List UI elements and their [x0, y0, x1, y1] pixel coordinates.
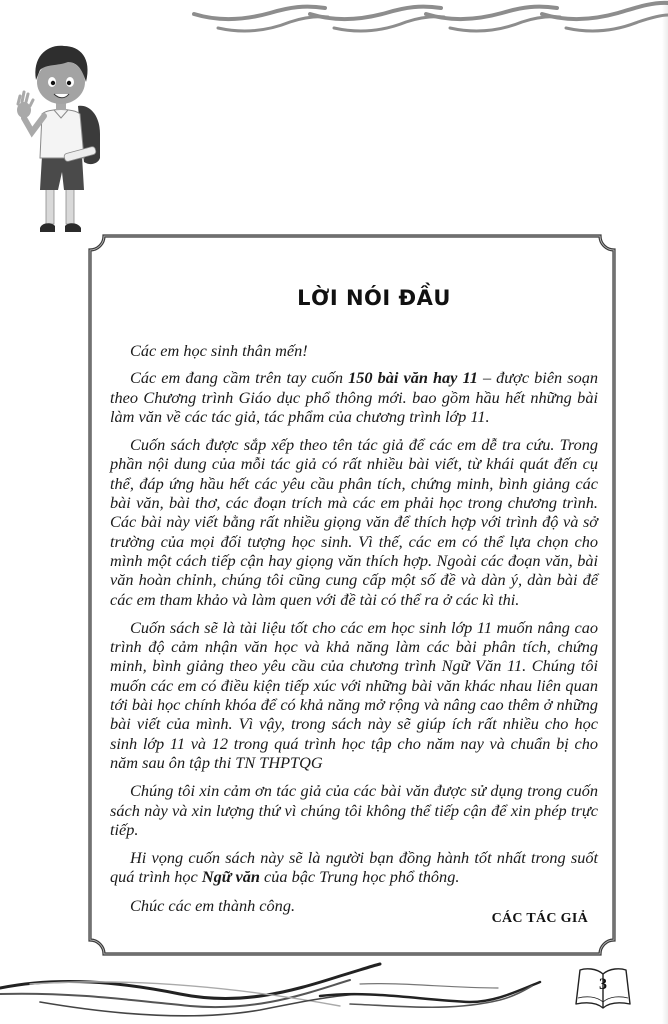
- schoolboy-illustration-icon: [8, 38, 112, 242]
- page-edge-shadow: [662, 0, 668, 1024]
- paragraph-hope: Hi vọng cuốn sách này sẽ là người bạn đồng hành tốt nhất trong suốt quá trình học Ngữ văn của bậc Trung học phổ thông.: [110, 848, 598, 887]
- wave-ornament-icon: [190, 0, 668, 40]
- paragraph-thanks: Chúng tôi xin cảm ơn tác giả của các bài văn được sử dụng trong cuốn sách này và xin lượng thứ vì chúng tôi không thể tiếp cận để xin phép trực tiếp.: [110, 781, 598, 839]
- greeting: Các em học sinh thân mến!: [130, 341, 308, 360]
- author-signature: CÁC TÁC GIẢ: [491, 911, 588, 927]
- page-number: 3: [599, 976, 607, 993]
- subject-name: Ngữ văn: [201, 867, 260, 887]
- swoosh-ornament-icon: [0, 962, 560, 1024]
- paragraph-intro: Các em đang cầm trên tay cuốn 150 bài văn hay 11 – được biên soạn theo Chương trình Giáo dục phổ thông mới. bao gồm hầu hết những bài làm văn về các tác giả, tác phẩm của chương trình lớp 11.: [110, 368, 599, 426]
- preface-content: [110, 286, 598, 927]
- page-title: LỜI NÓI ĐẦU: [297, 286, 451, 310]
- book-title: 150 bài văn hay 11: [348, 368, 478, 388]
- paragraph-wishes: Chúc các em thành công.: [130, 895, 296, 915]
- paragraph-purpose: Cuốn sách sẽ là tài liệu tốt cho các em học sinh lớp 11 muốn nâng cao trình độ cảm nhận văn học và khả năng làm các bài phân tích, chứng minh, bình giảng theo yêu cầu của chương trình Ngữ Văn 11. Chúng tôi muốn các em có điều kiện tiếp xúc với những bài văn khác nhau liên quan tới bài học chính khóa để có khả năng mở rộng và nâng cao thêm ở những bài viết của mình. Vì vậy, trong sách này sẽ giúp ích rất nhiều cho học sinh lớp 11 và 12 trong quá trình học tập cho năm nay và chuẩn bị cho năm sau ôn tập thi TN THPTQG: [110, 617, 598, 772]
- paragraph-organization: Cuốn sách được sắp xếp theo tên tác giả để các em dễ tra cứu. Trong phần nội dung của mỗi tác giả có rất nhiều bài viết, từ khái quát đến cụ thể, đáp ứng hầu hết các yêu cầu phân tích, chứng minh, bình giảng các bài văn, bài thơ, các đoạn trích mà các em phải học trong chương trình. Các bài này viết bằng rất nhiều giọng văn để thích hợp với trình độ và sở trường của mọi đối tượng học sinh. Vì thế, các em có thể lựa chọn cho mình một cách tiếp cận hay giọng văn thích hợp. Ngoài các đoạn văn, bài văn hoàn chỉnh, chúng tôi cũng cung cấp một số đề và dàn ý, dàn bài để các em tham khảo và làm quen với đề tài có thể ra ở các kì thi.: [110, 435, 598, 609]
